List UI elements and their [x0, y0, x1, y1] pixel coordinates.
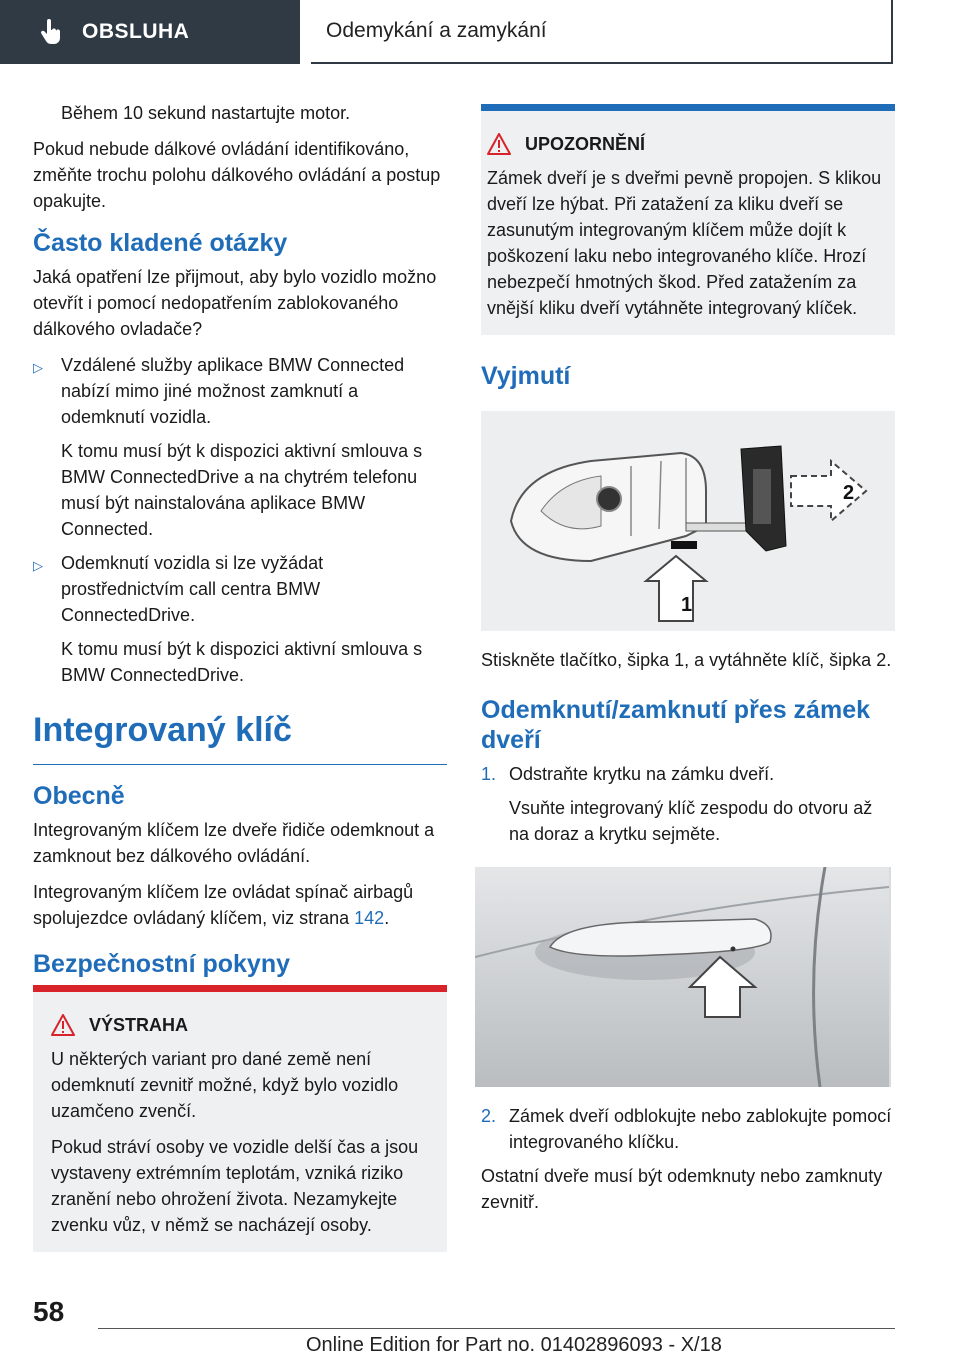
hand-pointer-icon [40, 19, 62, 45]
paragraph: Ostatní dveře musí být odemknuty nebo zamknuty zevnitř. [481, 1166, 883, 1212]
figure-caption: Stiskněte tlačítko, šipka 1, a vytáhněte klíč, šipka 2. [481, 650, 892, 670]
header-chapter [311, 0, 893, 64]
paragraph: Pokud stráví osoby ve vozidle delší čas a jsou vystaveny extrémním teplotám, vzniká riziko zranění nebo ohrožení života. Nezamykejte zvenku vůz, v němž se nacházejí osoby. [51, 1137, 419, 1235]
footer-edition: Online Edition for Part no. 01402896093 - X/18 [306, 1334, 722, 1356]
triangle-bullet-icon: ▷ [33, 360, 43, 375]
list-item: 1. Odstraňte krytku na zámku dveří. Vsuňte integrovaný klíč zespodu do otvoru až na doraz a krytku sejměte. [481, 764, 873, 844]
heading-door-lock: Odemknutí/zamknutí přes zámek dveří [481, 696, 871, 754]
list-item: 2. Zámek dveří odblokujte nebo zablokujte pomocí integrovaného klíčku. [481, 1106, 892, 1152]
notice-triangle-icon [487, 133, 511, 155]
right-column [481, 104, 895, 1225]
page-number: 58 [33, 1296, 65, 1327]
header-section-tab [0, 0, 300, 64]
list-item: ▷ Vzdálené služby aplikace BMW Connected nabízí mimo jiné možnost zamknutí a odemknutí vozidla. K tomu musí být k dispozici aktivní smlouva s BMW ConnectedDrive a na chytrém telefonu musí být nainstalována aplikace BMW Connected. [33, 355, 423, 539]
door-handle-figure [475, 867, 891, 1087]
paragraph: U některých variant pro dané země není odemknutí zevnitř možné, když bylo vozidlo uzamčeno zvenčí. [51, 1049, 399, 1121]
heading-faq: Často kladené otázky [33, 229, 288, 257]
heading-integrated-key: Integrovaný klíč [33, 710, 447, 765]
heading-safety: Bezpečnostní pokyny [33, 950, 290, 978]
footer-divider [98, 1328, 895, 1329]
arrow-2-label: 2 [843, 482, 855, 504]
paragraph: Integrovaným klíčem lze ovládat spínač airbagů spolujezdce ovládaný klíčem, viz strana 142. [33, 882, 414, 928]
paragraph: Během 10 sekund nastartujte motor. [61, 103, 351, 123]
warning-box [33, 985, 447, 1252]
warning-triangle-icon [51, 1014, 75, 1036]
list-item: ▷ Odemknutí vozidla si lze vyžádat prostřednictvím call centra BMW ConnectedDrive. K tomu musí být k dispozici aktivní smlouva s BMW ConnectedDrive. [33, 553, 423, 685]
door-handle-illustration [475, 867, 889, 1087]
page-link[interactable]: 142 [354, 908, 385, 928]
heading-general: Obecně [33, 782, 125, 810]
notice-box [481, 104, 895, 335]
paragraph: Zámek dveří je s dveřmi pevně propojen. S klikou dveří lze hýbat. Při zatažení za kliku dveří se zasunutým integrovaným klíčem může dojít k poškození laku nebo integrovaného klíče. Hrozí nebezpečí hmotných škod. Před zatažením za vnější kliku dveří vytáhněte integrovaný klíček. [487, 168, 882, 318]
header-section-label: OBSLUHA [82, 20, 190, 43]
paragraph: Integrovaným klíčem lze dveře řidiče odemknout a zamknout bez dálkového ovládání. [33, 820, 435, 866]
key-removal-figure [481, 411, 895, 631]
heading-removal: Vyjmutí [481, 362, 571, 390]
warning-title: VÝSTRAHA [51, 1012, 429, 1038]
triangle-bullet-icon: ▷ [33, 558, 43, 573]
arrow-1-label: 1 [681, 594, 693, 616]
paragraph: Pokud nebude dálkové ovládání identifikováno, změňte trochu polohu dálkového ovládání a postup opakujte. [33, 139, 441, 211]
notice-title: UPOZORNĚNÍ [487, 131, 883, 157]
header-chapter-label: Odemykání a zamykání [326, 19, 547, 42]
left-column [33, 100, 447, 1252]
paragraph: Jaká opatření lze přijmout, aby bylo vozidlo možno otevřít i pomocí nedopatřením zablokovaného dálkového ovladače? [33, 267, 437, 339]
key-removal-illustration [481, 411, 895, 631]
